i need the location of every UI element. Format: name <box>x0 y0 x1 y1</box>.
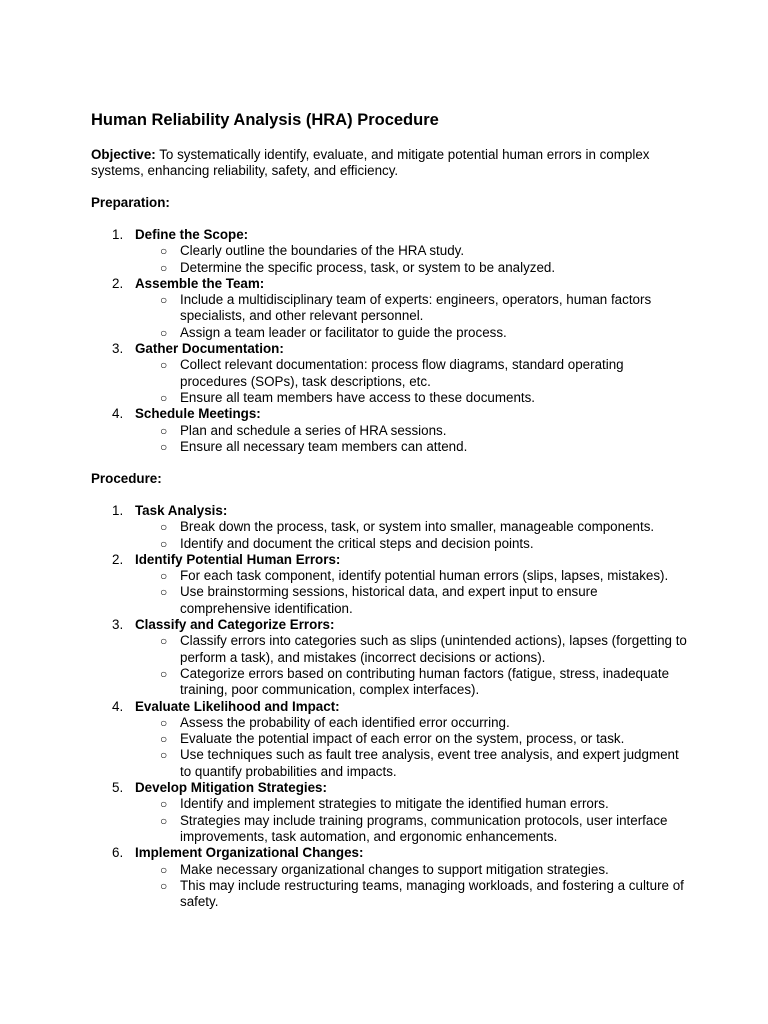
sub-item-text: Assign a team leader or facilitator to guide the process. <box>180 324 507 340</box>
item-title: Identify Potential Human Errors: <box>135 551 341 567</box>
numbered-item <box>91 780 691 845</box>
document-title: Human Reliability Analysis (HRA) Procedure <box>91 111 439 129</box>
numbered-item <box>91 699 691 780</box>
circle-bullet-icon: ○ <box>160 293 168 308</box>
sub-item-text: Ensure all team members have access to these documents. <box>180 389 536 405</box>
item-title: Task Analysis: <box>135 503 228 518</box>
sub-item-text: Break down the process, task, or system into smaller, manageable components. <box>180 519 655 535</box>
circle-bullet-icon: ○ <box>160 390 168 405</box>
sub-item <box>135 878 691 911</box>
numbered-item <box>91 341 691 406</box>
sub-item <box>135 584 691 617</box>
circle-bullet-icon: ○ <box>160 536 168 551</box>
sub-item-text: Ensure all necessary team members can attend. <box>180 438 468 454</box>
numbered-item <box>91 503 691 552</box>
numbered-item <box>91 845 691 910</box>
sub-item-text: Identify and implement strategies to mitigate the identified human errors. <box>180 796 609 812</box>
numbered-item <box>91 227 691 276</box>
sub-item-text: This may include restructuring teams, managing workloads, and fostering a culture of safety. <box>180 877 684 910</box>
sub-item-text: Classify errors into categories such as slips (unintended actions), lapses (forgetting to perform a task), and mistakes (incorrect decisions or actions). <box>180 633 687 665</box>
sub-item <box>135 731 691 747</box>
sub-item <box>135 243 691 259</box>
objective-paragraph <box>91 147 691 180</box>
circle-bullet-icon: ○ <box>160 634 168 649</box>
item-title: Evaluate Likelihood and Impact: <box>135 698 340 714</box>
procedure-list <box>91 503 691 910</box>
sub-item <box>135 357 691 390</box>
preparation-list <box>91 227 691 455</box>
item-title: Classify and Categorize Errors: <box>135 617 335 633</box>
sub-item-text: Strategies may include training programs, communication protocols, user interface improvements, task automation, and ergonomic enhancements. <box>180 812 668 844</box>
sub-item <box>135 715 691 731</box>
sub-item-text: Use brainstorming sessions, historical data, and expert input to ensure comprehensive identification. <box>180 584 598 616</box>
sub-item-text: Use techniques such as fault tree analysis, event tree analysis, and expert judgment to quantify probabilities and impacts. <box>180 747 679 779</box>
sub-item-text: Determine the specific process, task, or system to be analyzed. <box>180 259 556 275</box>
sub-item-text: Plan and schedule a series of HRA sessions. <box>180 422 447 438</box>
sub-item <box>135 568 691 584</box>
sub-item <box>135 633 691 666</box>
sub-item <box>135 325 691 341</box>
item-number: 3. <box>112 617 124 633</box>
sub-item <box>135 747 691 780</box>
circle-bullet-icon: ○ <box>160 569 168 584</box>
circle-bullet-icon: ○ <box>160 715 168 730</box>
sub-item-text: Include a multidisciplinary team of experts: engineers, operators, human factors specialists, and other relevant personnel. <box>180 292 652 324</box>
sub-item-text: Evaluate the potential impact of each error on the system, process, or task. <box>180 731 625 747</box>
sub-item <box>135 390 691 406</box>
objective-label: Objective: <box>91 147 156 162</box>
sub-item-text: Make necessary organizational changes to support mitigation strategies. <box>180 861 609 877</box>
item-title: Implement Organizational Changes: <box>135 845 364 861</box>
sub-item <box>135 862 691 878</box>
item-number: 3. <box>112 341 124 357</box>
circle-bullet-icon: ○ <box>160 666 168 681</box>
item-number: 1. <box>112 503 124 518</box>
numbered-item <box>91 617 691 698</box>
item-title: Schedule Meetings: <box>135 406 261 422</box>
circle-bullet-icon: ○ <box>160 748 168 763</box>
item-title: Define the Scope: <box>135 227 249 242</box>
item-number: 2. <box>112 551 124 567</box>
circle-bullet-icon: ○ <box>160 520 168 535</box>
sub-item-text: Categorize errors based on contributing human factors (fatigue, stress, inadequate training, poor communication, complex interfaces). <box>180 665 670 698</box>
procedure-heading: Procedure: <box>91 471 162 486</box>
item-number: 5. <box>112 780 124 796</box>
numbered-item <box>91 552 691 617</box>
item-title: Assemble the Team: <box>135 275 265 291</box>
item-number: 6. <box>112 845 124 861</box>
circle-bullet-icon: ○ <box>160 862 168 877</box>
item-number: 1. <box>112 227 124 242</box>
preparation-heading: Preparation: <box>91 195 170 210</box>
item-title: Develop Mitigation Strategies: <box>135 780 327 796</box>
sub-item <box>135 439 691 455</box>
circle-bullet-icon: ○ <box>160 260 168 275</box>
sub-item <box>135 260 691 276</box>
item-title: Gather Documentation: <box>135 341 284 357</box>
item-number: 2. <box>112 275 124 291</box>
item-number: 4. <box>112 406 124 422</box>
sub-item-text: Clearly outline the boundaries of the HRA study. <box>180 243 465 259</box>
sub-item <box>135 292 691 325</box>
circle-bullet-icon: ○ <box>160 585 168 600</box>
circle-bullet-icon: ○ <box>160 325 168 340</box>
sub-item <box>135 519 691 535</box>
sub-item-text: Identify and document the critical steps and decision points. <box>180 535 534 551</box>
sub-item-text: Collect relevant documentation: process flow diagrams, standard operating procedures (SOPs), task descriptions, etc. <box>180 357 624 389</box>
sub-item <box>135 796 691 812</box>
sub-item-text: Assess the probability of each identified error occurring. <box>180 714 510 730</box>
objective-text: To systematically identify, evaluate, and mitigate potential human errors in complex systems, enhancing reliability, safety, and efficiency. <box>91 147 650 179</box>
circle-bullet-icon: ○ <box>160 878 168 893</box>
sub-item <box>135 423 691 439</box>
circle-bullet-icon: ○ <box>160 423 168 438</box>
sub-item <box>135 536 691 552</box>
circle-bullet-icon: ○ <box>160 358 168 373</box>
sub-item-text: For each task component, identify potential human errors (slips, lapses, mistakes). <box>180 568 669 584</box>
numbered-item <box>91 406 691 455</box>
circle-bullet-icon: ○ <box>160 813 168 828</box>
circle-bullet-icon: ○ <box>160 732 168 747</box>
circle-bullet-icon: ○ <box>160 244 168 259</box>
sub-item <box>135 666 691 699</box>
circle-bullet-icon: ○ <box>160 439 168 454</box>
numbered-item <box>91 276 691 341</box>
sub-item <box>135 813 691 846</box>
item-number: 4. <box>112 698 124 714</box>
circle-bullet-icon: ○ <box>160 797 168 812</box>
